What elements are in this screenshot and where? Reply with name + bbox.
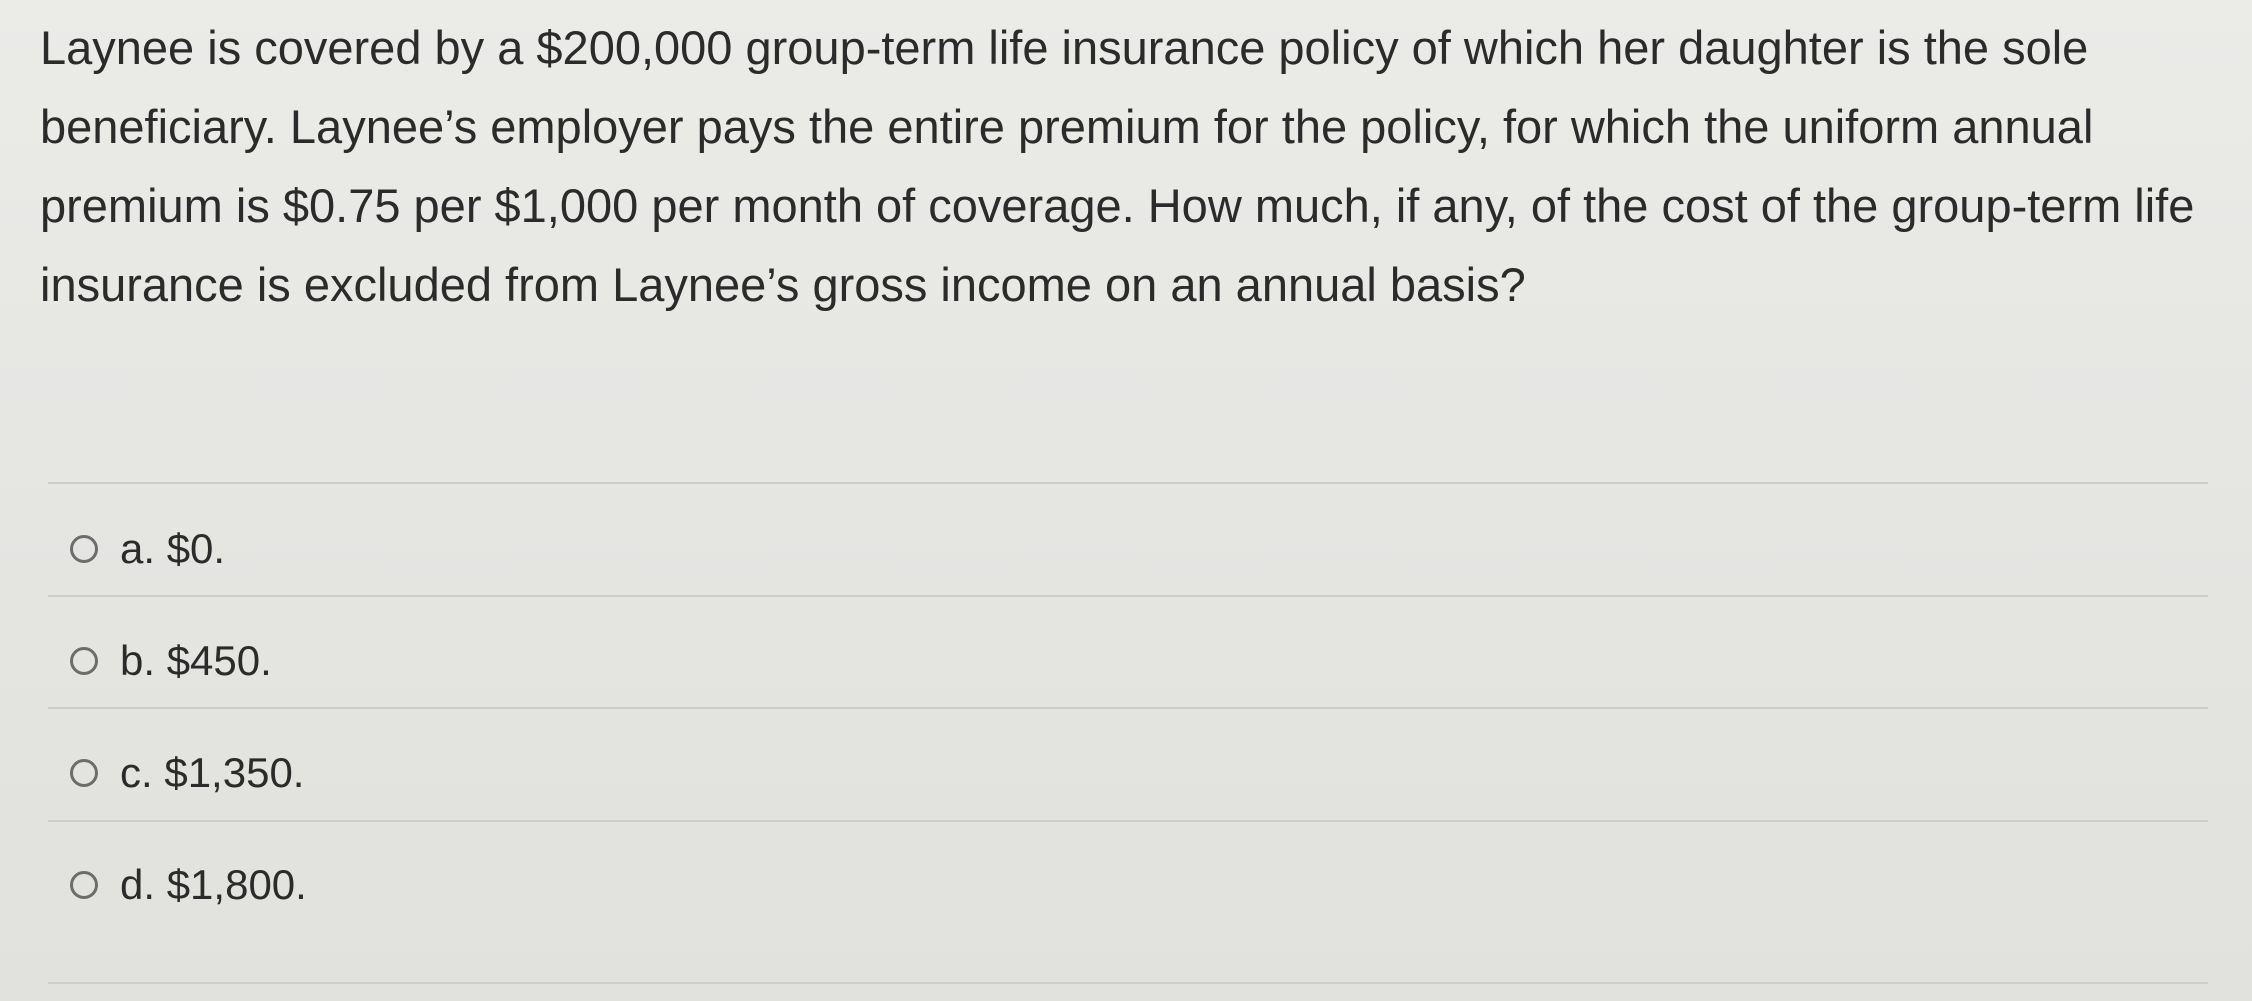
- option-a[interactable]: [70, 514, 225, 584]
- option-label: c. $1,350.: [120, 749, 305, 796]
- radio-button-icon[interactable]: [70, 759, 98, 787]
- divider: [48, 482, 2208, 484]
- option-c[interactable]: [70, 738, 304, 808]
- divider: [48, 707, 2208, 709]
- option-label: d. $1,800.: [120, 861, 307, 908]
- radio-button-icon[interactable]: [70, 871, 98, 899]
- divider: [48, 595, 2208, 597]
- divider: [48, 982, 2208, 984]
- radio-button-icon[interactable]: [70, 535, 98, 563]
- option-d[interactable]: [70, 850, 307, 920]
- option-b[interactable]: [70, 626, 272, 696]
- option-label: a. $0.: [120, 525, 226, 572]
- option-label: b. $450.: [120, 637, 272, 684]
- question-text: Laynee is covered by a $200,000 group-term life insurance policy of which her daughter is the sole beneficiary. Laynee’s employer pays the entire premium for the policy, for which the uniform annual premium is $0.75 per $1,000 per month of coverage. How much, if any, of the cost of the group-term life insurance is excluded from Laynee’s gross income on an annual basis?: [40, 21, 2195, 311]
- radio-button-icon[interactable]: [70, 647, 98, 675]
- divider: [48, 820, 2208, 822]
